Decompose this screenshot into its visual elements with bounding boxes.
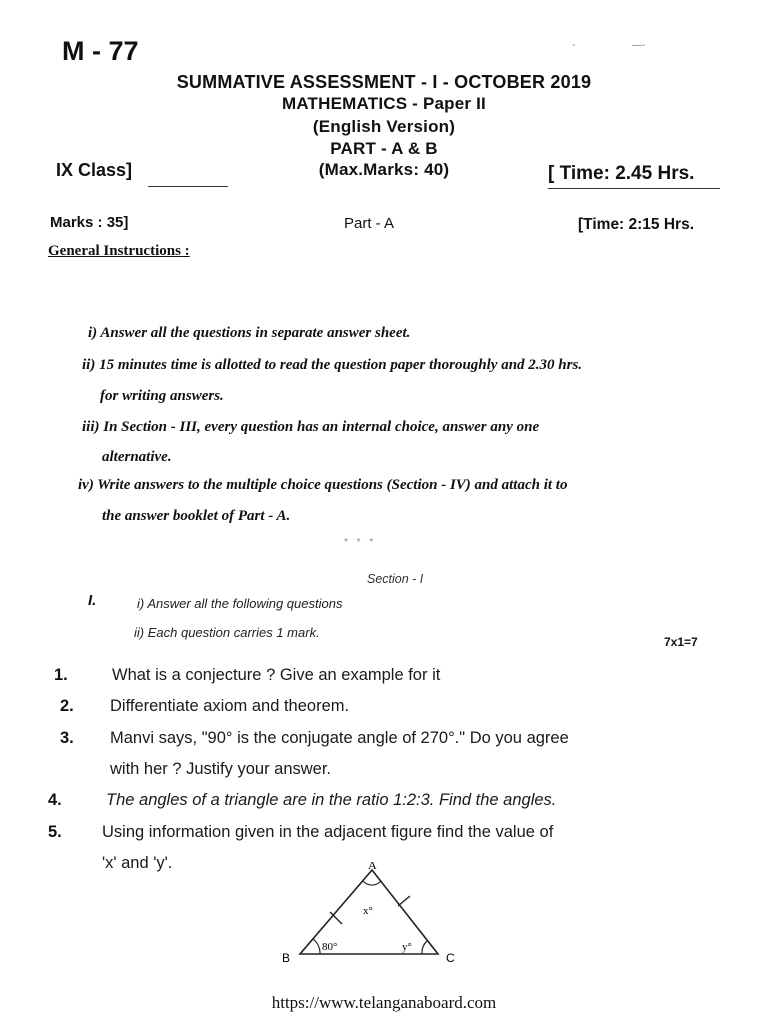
separator-stars: * * * <box>344 537 377 548</box>
divider-right <box>548 188 720 189</box>
question-text: Differentiate axiom and theorem. <box>110 697 350 715</box>
scan-mark: - <box>572 40 576 51</box>
vertex-label-a: A <box>368 862 377 872</box>
section-title: Section - I <box>367 572 424 586</box>
part-a-time: [Time: 2:15 Hrs. <box>578 216 695 233</box>
question-number: 5. <box>48 823 62 841</box>
instruction-item: iii) In Section - III, every question has an internal choice, answer any one <box>82 419 540 435</box>
angle-label-a: x° <box>363 905 373 917</box>
part-a-marks: Marks : 35] <box>50 214 129 231</box>
instruction-item: alternative. <box>102 449 172 465</box>
question-text: Manvi says, "90° is the conjugate angle of 270°." Do you agree <box>110 729 569 747</box>
vertex-label-b: B <box>282 951 291 965</box>
question-text-continued: with her ? Justify your answer. <box>110 760 332 778</box>
instruction-item: for writing answers. <box>100 388 224 404</box>
paper-code: M - 77 <box>62 36 139 66</box>
footer-url[interactable]: https://www.telanganaboard.com <box>271 993 497 1012</box>
version-label: (English Version) <box>312 117 456 136</box>
vertex-label-c: C <box>446 951 455 965</box>
question-text: The angles of a triangle are in the ratio 1:2:3. Find the angles. <box>106 791 557 809</box>
part-a-title: Part - A <box>344 215 395 232</box>
instruction-item: i) Answer all the questions in separate answer sheet. <box>88 325 411 341</box>
question-number: 2. <box>60 697 74 715</box>
section-instruction: ii) Each question carries 1 mark. <box>134 625 320 640</box>
section-numeral: I. <box>88 592 97 609</box>
angle-label-c: y° <box>402 941 412 953</box>
question-number: 4. <box>48 791 62 809</box>
instruction-item: the answer booklet of Part - A. <box>102 508 291 524</box>
scan-mark: —- <box>632 40 646 51</box>
question-text: What is a conjecture ? Give an example for it <box>112 666 441 684</box>
instruction-item: iv) Write answers to the multiple choice questions (Section - IV) and attach it to <box>78 477 568 493</box>
instruction-item: ii) 15 minutes time is allotted to read the question paper thoroughly and 2.30 hrs. <box>82 357 583 373</box>
subject-title: MATHEMATICS - Paper II <box>281 94 486 113</box>
max-marks: (Max.Marks: 40) <box>318 160 450 179</box>
general-instructions-heading: General Instructions : <box>48 243 190 259</box>
question-number: 1. <box>54 666 68 684</box>
question-number: 3. <box>60 729 74 747</box>
divider-left <box>148 186 228 187</box>
triangle-figure <box>270 862 470 972</box>
parts-label: PART - A & B <box>330 139 438 158</box>
section-score: 7x1=7 <box>664 635 698 649</box>
question-text-continued: 'x' and 'y'. <box>102 854 173 872</box>
section-instruction: i) Answer all the following questions <box>137 596 343 611</box>
angle-arc-c <box>422 941 427 954</box>
angle-arc-b <box>313 939 320 954</box>
exam-title: SUMMATIVE ASSESSMENT - I - OCTOBER 2019 <box>176 72 592 92</box>
angle-arc-a <box>363 881 381 885</box>
class-label: IX Class] <box>56 160 133 180</box>
total-time: [ Time: 2.45 Hrs. <box>548 163 695 184</box>
question-text: Using information given in the adjacent figure find the value of <box>102 823 554 841</box>
angle-label-b: 80° <box>322 941 338 953</box>
tick-mark <box>398 896 410 906</box>
